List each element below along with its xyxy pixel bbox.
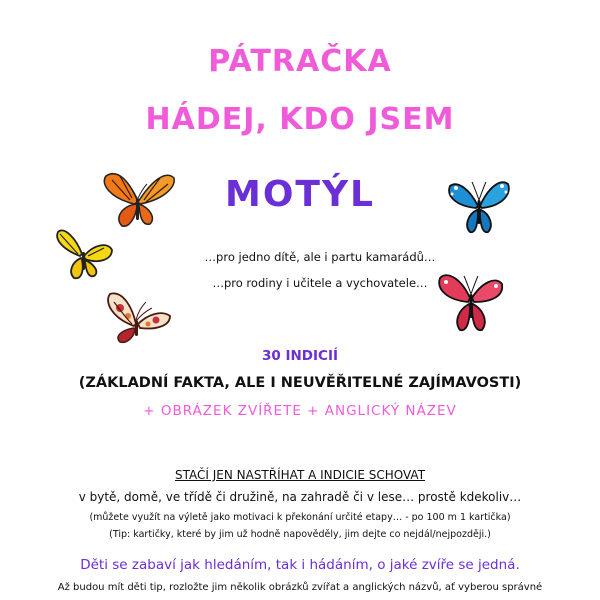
title-patracka: PÁTRAČKA bbox=[208, 44, 392, 79]
animal-name: MOTÝL bbox=[225, 174, 375, 215]
instructions-places: v bytě, domě, ve třídě či družině, na zahradě či v lese… prostě kdekoliv… bbox=[78, 490, 522, 504]
instructions-note-2: (Tip: kartičky, které by jim už hodně napověděly, jim dejte co nejdál/nejpozději.) bbox=[109, 529, 491, 540]
pink-butterfly-icon bbox=[436, 268, 506, 334]
blue-butterfly-icon bbox=[446, 176, 512, 238]
yellow-butterfly-icon bbox=[54, 226, 114, 282]
extra-line: + OBRÁZEK ZVÍŘETE + ANGLICKÝ NÁZEV bbox=[143, 403, 457, 419]
instructions-tip: Až budou mít děti tip, rozložte jim několik obrázků zvířat a anglických názvů, ať vyberou správné bbox=[57, 582, 543, 593]
instructions-fun: Děti se zabaví jak hledáním, tak i hádáním, o jaké zvíře se jedná. bbox=[80, 557, 520, 573]
instructions-note-1: (můžete využít na výletě jako motivaci k překonání určité etapy… - po 100 m 1 kartička) bbox=[89, 512, 511, 523]
facts-line: (ZÁKLADNÍ FAKTA, ALE I NEUVĚŘITELNÉ ZAJÍMAVOSTI) bbox=[78, 375, 522, 391]
instructions-heading: STAČÍ JEN NASTŘÍHAT A INDICIE SCHOVAT bbox=[174, 468, 426, 482]
title-hadej: HÁDEJ, KDO JSEM bbox=[145, 102, 455, 137]
clues-count: 30 INDICIÍ bbox=[262, 348, 338, 364]
orange-butterfly-icon bbox=[100, 170, 176, 232]
audience-line-2: …pro rodiny i učitele a vychovatele… bbox=[212, 276, 428, 290]
patterned-butterfly-icon bbox=[102, 284, 172, 344]
audience-line-1: …pro jedno dítě, ale i partu kamarádů… bbox=[204, 250, 436, 264]
